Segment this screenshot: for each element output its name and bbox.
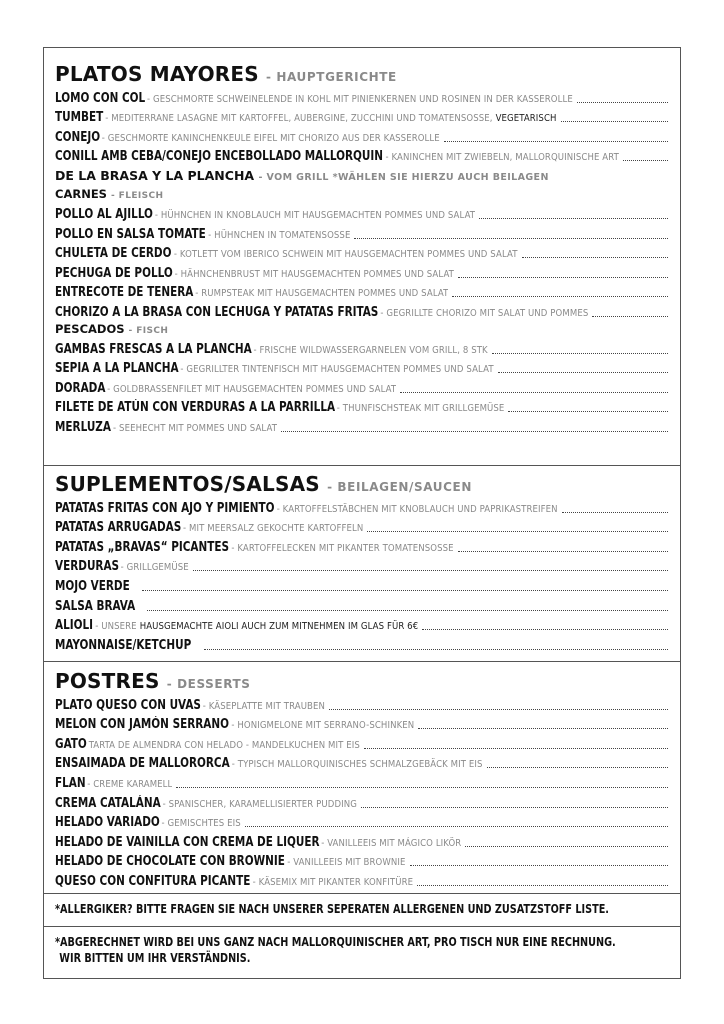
menu-item-description: - GEGRILLTE CHORIZO MIT SALAT UND POMMES bbox=[380, 307, 589, 319]
sides-title: SUPLEMENTOS/SALSAS bbox=[55, 472, 320, 496]
menu-item bbox=[55, 496, 668, 516]
menu-item-text bbox=[55, 834, 461, 850]
dotted-leader bbox=[354, 237, 668, 239]
menu-item bbox=[55, 811, 668, 831]
menu-item-name: DORADA bbox=[55, 379, 106, 396]
menu-item-name: FILETE DE ATÚN CON VERDURAS A LA PARRILLA bbox=[55, 399, 336, 416]
menu-item-name: MERLUZA bbox=[55, 418, 111, 435]
dotted-leader bbox=[487, 766, 668, 768]
dotted-leader bbox=[193, 569, 668, 571]
menu-item-name: ENTRECOTE DE TENERA bbox=[55, 284, 194, 301]
menu-item bbox=[55, 850, 668, 870]
menu-item-name: GAMBAS FRESCAS A LA PLANCHA bbox=[55, 340, 252, 357]
menu-item-name: CONILL AMB CEBA/CONEJO ENCEBOLLADO MALLORQUIN bbox=[55, 148, 384, 165]
menu-item-description: - KANINCHEN MIT ZWIEBELN, MALLORQUINISCHE ART bbox=[385, 152, 619, 164]
menu-item-name: HELADO DE VAINILLA CON CREMA DE LIQUER bbox=[55, 833, 320, 850]
dotted-leader bbox=[561, 120, 668, 122]
menu-item-text bbox=[55, 284, 448, 300]
dotted-leader bbox=[577, 101, 668, 103]
menu-item bbox=[55, 222, 668, 242]
billing-note-line2: WIR BITTEN UM IHR VERSTÄNDNIS. bbox=[59, 950, 251, 965]
menu-item bbox=[55, 574, 668, 594]
menu-item-name: LOMO CON COL bbox=[55, 89, 146, 106]
menu-item bbox=[55, 771, 668, 791]
menu-item bbox=[55, 396, 668, 416]
dotted-leader bbox=[444, 140, 668, 142]
menu-item-text bbox=[55, 873, 413, 889]
dotted-leader bbox=[364, 747, 668, 749]
menu-item-text bbox=[55, 90, 573, 106]
menu-item-name: CONEJO bbox=[55, 128, 101, 145]
menu-item-description: - GRILLGEMÜSE bbox=[120, 562, 189, 574]
menu-item bbox=[55, 125, 668, 145]
menu-item-text bbox=[55, 814, 241, 830]
menu-item bbox=[55, 555, 668, 575]
menu-item bbox=[55, 145, 668, 165]
menu-item-name: CHULETA DE CERDO bbox=[55, 245, 172, 262]
menu-item-name: SALSA BRAVA bbox=[55, 597, 136, 614]
divider bbox=[44, 661, 680, 662]
subsection-title-fish bbox=[55, 322, 668, 337]
menu-item-description: - THUNFISCHSTEAK MIT GRILLGEMÜSE bbox=[336, 403, 505, 415]
menu-item-text bbox=[55, 360, 494, 376]
menu-item-description: - VANILLEEIS MIT BROWNIE bbox=[287, 857, 406, 869]
menu-item bbox=[55, 713, 668, 733]
dotted-leader bbox=[400, 391, 668, 393]
menu-item-name: POLLO EN SALSA TOMATE bbox=[55, 225, 206, 242]
menu-item bbox=[55, 300, 668, 320]
menu-item-description: - HÄHNCHENBRUST MIT HAUSGEMACHTEN POMMES UND SALAT bbox=[174, 268, 454, 280]
section-title-grill bbox=[55, 168, 668, 185]
menu-item-name: CHORIZO A LA BRASA CON LECHUGA Y PATATAS FRITAS bbox=[55, 303, 379, 320]
menu-item bbox=[55, 830, 668, 850]
dotted-leader bbox=[142, 589, 668, 591]
dotted-leader bbox=[417, 884, 668, 886]
section-title-mains bbox=[55, 63, 668, 86]
menu-item-description: - SEEHECHT MIT POMMES UND SALAT bbox=[113, 422, 278, 434]
grill-title: DE LA BRASA Y LA PLANCHA bbox=[55, 168, 255, 184]
meat-subtitle: - FLEISCH bbox=[110, 191, 164, 202]
fish-title: PESCADOS bbox=[55, 321, 125, 336]
menu-item-name: VERDURAS bbox=[55, 558, 120, 575]
menu-item-description: - GOLDBRASSENFILET MIT HAUSGEMACHTEN POMMES UND SALAT bbox=[107, 383, 397, 395]
menu-item-extra: VEGETARISCH bbox=[495, 113, 557, 125]
billing-note-section bbox=[44, 934, 680, 966]
menu-item-description: - TYPISCH MALLORQUINISCHES SCHMALZGEBÄCK MIT EIS bbox=[231, 759, 483, 771]
dotted-leader bbox=[204, 648, 668, 650]
menu-item bbox=[55, 202, 668, 222]
menu-item-name: FLAN bbox=[55, 774, 86, 791]
menu-item-text bbox=[55, 795, 357, 811]
menu-frame bbox=[43, 47, 681, 979]
desserts-subtitle: - DESSERTS bbox=[166, 677, 251, 691]
menu-item bbox=[55, 281, 668, 301]
dotted-leader bbox=[176, 786, 668, 788]
divider bbox=[44, 926, 680, 927]
section-title-sides bbox=[55, 473, 668, 496]
menu-item-name: PATATAS ARRUGADAS bbox=[55, 519, 182, 536]
menu-item bbox=[55, 376, 668, 396]
mains-subtitle: - HAUPTGERICHTE bbox=[266, 70, 397, 84]
desserts-section bbox=[44, 670, 680, 889]
dotted-leader bbox=[508, 410, 668, 412]
fish-subtitle: - FISCH bbox=[128, 325, 169, 336]
billing-note-line1: *ABGERECHNET WIRD BEI UNS GANZ NACH MALLORQUINISCHER ART, PRO TISCH NUR EINE RECHNUNG. bbox=[55, 934, 616, 949]
menu-item bbox=[55, 791, 668, 811]
menu-item-description: - MIT MEERSALZ GEKOCHTE KARTOFFELN bbox=[183, 523, 364, 535]
menu-item-description: - HÜHNCHEN IN KNOBLAUCH MIT HAUSGEMACHTEN POMMES UND SALAT bbox=[154, 209, 476, 221]
menu-item-name: ALIOLI bbox=[55, 617, 94, 634]
allergy-note: *ALLERGIKER? BITTE FRAGEN SIE NACH UNSERER SEPERATEN ALLERGENEN UND ZUSATZSTOFF LISTE. bbox=[55, 901, 609, 916]
divider bbox=[44, 893, 680, 894]
menu-item bbox=[55, 516, 668, 536]
dotted-leader bbox=[458, 276, 668, 278]
dotted-leader bbox=[410, 864, 668, 866]
menu-item-text bbox=[55, 755, 483, 771]
menu-item-description: - GESCHMORTE KANINCHENKEULE EIFEL MIT CHORIZO AUS DER KASSEROLLE bbox=[101, 132, 440, 144]
menu-item-text bbox=[55, 853, 406, 869]
menu-item-description: - MEDITERRANE LASAGNE MIT KARTOFFEL, AUBERGINE, ZUCCHINI UND TOMATENSOSSE, bbox=[105, 113, 493, 125]
menu-item-description: - FRISCHE WILDWASSERGARNELEN VOM GRILL, 8 STK bbox=[253, 344, 488, 356]
menu-item-name: POLLO AL AJILLO bbox=[55, 205, 153, 222]
desserts-title: POSTRES bbox=[55, 669, 160, 693]
sides-section bbox=[44, 473, 680, 653]
menu-item-description: - KÄSEPLATTE MIT TRAUBEN bbox=[202, 700, 326, 712]
menu-item-name: MOJO VERDE bbox=[55, 577, 130, 594]
menu-item-name: PECHUGA DE POLLO bbox=[55, 264, 173, 281]
menu-item-name: MAYONNAISE/KETCHUP bbox=[55, 636, 192, 653]
menu-item bbox=[55, 86, 668, 106]
menu-item-text bbox=[55, 265, 454, 281]
menu-item-text bbox=[55, 341, 488, 357]
menu-item-name: TUMBET bbox=[55, 109, 104, 126]
menu-item-description: - GESCHMORTE SCHWEINELENDE IN KOHL MIT PINIENKERNEN UND ROSINEN IN DER KASSEROLLE bbox=[146, 93, 573, 105]
menu-item-text bbox=[55, 148, 619, 164]
menu-item-name: PATATAS „BRAVAS“ PICANTES bbox=[55, 538, 230, 555]
menu-item-text bbox=[55, 226, 350, 242]
dotted-leader bbox=[367, 530, 668, 532]
menu-item-text bbox=[55, 129, 440, 145]
menu-item-text bbox=[55, 775, 172, 791]
dotted-leader bbox=[479, 217, 668, 219]
menu-item-text bbox=[55, 380, 396, 396]
dotted-leader bbox=[623, 159, 668, 161]
mains-list bbox=[55, 86, 668, 164]
menu-item-text bbox=[55, 558, 189, 574]
menu-item-description: - UNSERE bbox=[95, 621, 137, 633]
dotted-leader bbox=[147, 609, 668, 611]
menu-item bbox=[55, 752, 668, 772]
dotted-leader bbox=[245, 825, 668, 827]
dotted-leader bbox=[592, 315, 668, 317]
dotted-leader bbox=[418, 727, 668, 729]
meat-list bbox=[55, 202, 668, 320]
menu-item-text bbox=[55, 206, 475, 222]
menu-item bbox=[55, 415, 668, 435]
dotted-leader bbox=[361, 806, 668, 808]
grill-subtitle: - VOM GRILL *WÄHLEN SIE HIERZU AUCH BEILAGEN bbox=[258, 172, 549, 184]
menu-item bbox=[55, 357, 668, 377]
menu-item-name: CREMA CATALÁNA bbox=[55, 794, 161, 811]
menu-item-text bbox=[55, 500, 558, 516]
menu-item-description: - HÜHNCHEN IN TOMATENSOSSE bbox=[208, 229, 351, 241]
menu-item-text bbox=[55, 617, 418, 633]
menu-item bbox=[55, 337, 668, 357]
menu-item-description: - GEGRILLTER TINTENFISCH MIT HAUSGEMACHTEN POMMES UND SALAT bbox=[180, 364, 494, 376]
dotted-leader bbox=[492, 352, 668, 354]
menu-item-description: - RUMPSTEAK MIT HAUSGEMACHTEN POMMES UND SALAT bbox=[195, 288, 449, 300]
menu-item-name: MELON CON JAMÓN SERRANO bbox=[55, 716, 230, 733]
subsection-title-meat bbox=[55, 187, 668, 202]
menu-item-text bbox=[55, 539, 454, 555]
menu-item-description: - GEMISCHTES EIS bbox=[161, 818, 241, 830]
menu-item-text bbox=[55, 304, 588, 320]
mains-title: PLATOS MAYORES bbox=[55, 62, 259, 86]
section-title-desserts bbox=[55, 670, 668, 693]
menu-item-text bbox=[55, 399, 504, 415]
dotted-leader bbox=[452, 295, 668, 297]
menu-item bbox=[55, 732, 668, 752]
sides-subtitle: - BEILAGEN/SAUCEN bbox=[327, 480, 472, 494]
menu-item-name: SEPIA A LA PLANCHA bbox=[55, 360, 179, 377]
menu-item-text bbox=[55, 419, 277, 435]
menu-item-description: - KOTLETT VOM IBERICO SCHWEIN MIT HAUSGEMACHTEN POMMES UND SALAT bbox=[173, 249, 518, 261]
menu-item-name: HELADO DE CHOCOLATE CON BROWNIE bbox=[55, 853, 285, 870]
menu-item-name: GATO bbox=[55, 735, 87, 752]
menu-item-text bbox=[55, 598, 143, 614]
menu-item bbox=[55, 261, 668, 281]
menu-item bbox=[55, 614, 668, 634]
menu-item-description: - VANILLEEIS MIT MÁGICO LIKÖR bbox=[321, 837, 462, 849]
menu-item-description: - CREME KARAMELL bbox=[87, 778, 173, 790]
menu-item-text bbox=[55, 578, 138, 594]
menu-item-description: - SPANISCHER, KARAMELLISIERTER PUDDING bbox=[162, 798, 357, 810]
menu-item-text bbox=[55, 716, 414, 732]
menu-item-name: PLATO QUESO CON UVAS bbox=[55, 696, 201, 713]
dotted-leader bbox=[498, 371, 668, 373]
menu-item-name: PATATAS FRITAS CON AJO Y PIMIENTO bbox=[55, 499, 275, 516]
dotted-leader bbox=[422, 628, 668, 630]
menu-item-extra: HAUSGEMACHTE AIOLI AUCH ZUM MITNEHMEN IM GLAS FÜR 6€ bbox=[139, 621, 419, 633]
menu-item-text bbox=[55, 109, 557, 125]
menu-item-text bbox=[55, 697, 325, 713]
dotted-leader bbox=[465, 845, 668, 847]
divider bbox=[44, 465, 680, 466]
menu-item-text bbox=[55, 245, 518, 261]
dotted-leader bbox=[562, 511, 668, 513]
mains-section bbox=[44, 63, 680, 435]
dotted-leader bbox=[329, 708, 668, 710]
menu-item bbox=[55, 869, 668, 889]
menu-item bbox=[55, 594, 668, 614]
menu-item bbox=[55, 633, 668, 653]
menu-item-name: ENSAIMADA DE MALLORORCA bbox=[55, 755, 230, 772]
menu-item-text bbox=[55, 736, 360, 752]
sides-list bbox=[55, 496, 668, 653]
menu-item-description: - KARTOFFELECKEN MIT PIKANTER TOMATENSOSSE bbox=[231, 542, 454, 554]
menu-item-name: QUESO CON CONFITURA PICANTE bbox=[55, 872, 251, 889]
menu-item-name: HELADO VARIADO bbox=[55, 814, 160, 831]
dotted-leader bbox=[522, 256, 668, 258]
menu-item-description: - KARTOFFELSTÄBCHEN MIT KNOBLAUCH UND PAPRIKASTREIFEN bbox=[276, 503, 558, 515]
menu-item-text bbox=[55, 519, 363, 535]
menu-item bbox=[55, 535, 668, 555]
menu-item bbox=[55, 106, 668, 126]
menu-item bbox=[55, 693, 668, 713]
menu-item-description: - HONIGMELONE MIT SERRANO-SCHINKEN bbox=[231, 720, 415, 732]
allergy-note-section bbox=[44, 901, 680, 917]
fish-list bbox=[55, 337, 668, 435]
menu-item bbox=[55, 242, 668, 262]
desserts-list bbox=[55, 693, 668, 889]
menu-item-text bbox=[55, 637, 200, 653]
menu-item-description: TARTA DE ALMENDRA CON HELADO - MANDELKUCHEN MIT EIS bbox=[88, 739, 360, 751]
menu-item-description: - KÄSEMIX MIT PIKANTER KONFITÜRE bbox=[252, 876, 414, 888]
dotted-leader bbox=[281, 430, 668, 432]
dotted-leader bbox=[458, 550, 668, 552]
meat-title: CARNES bbox=[55, 187, 107, 202]
